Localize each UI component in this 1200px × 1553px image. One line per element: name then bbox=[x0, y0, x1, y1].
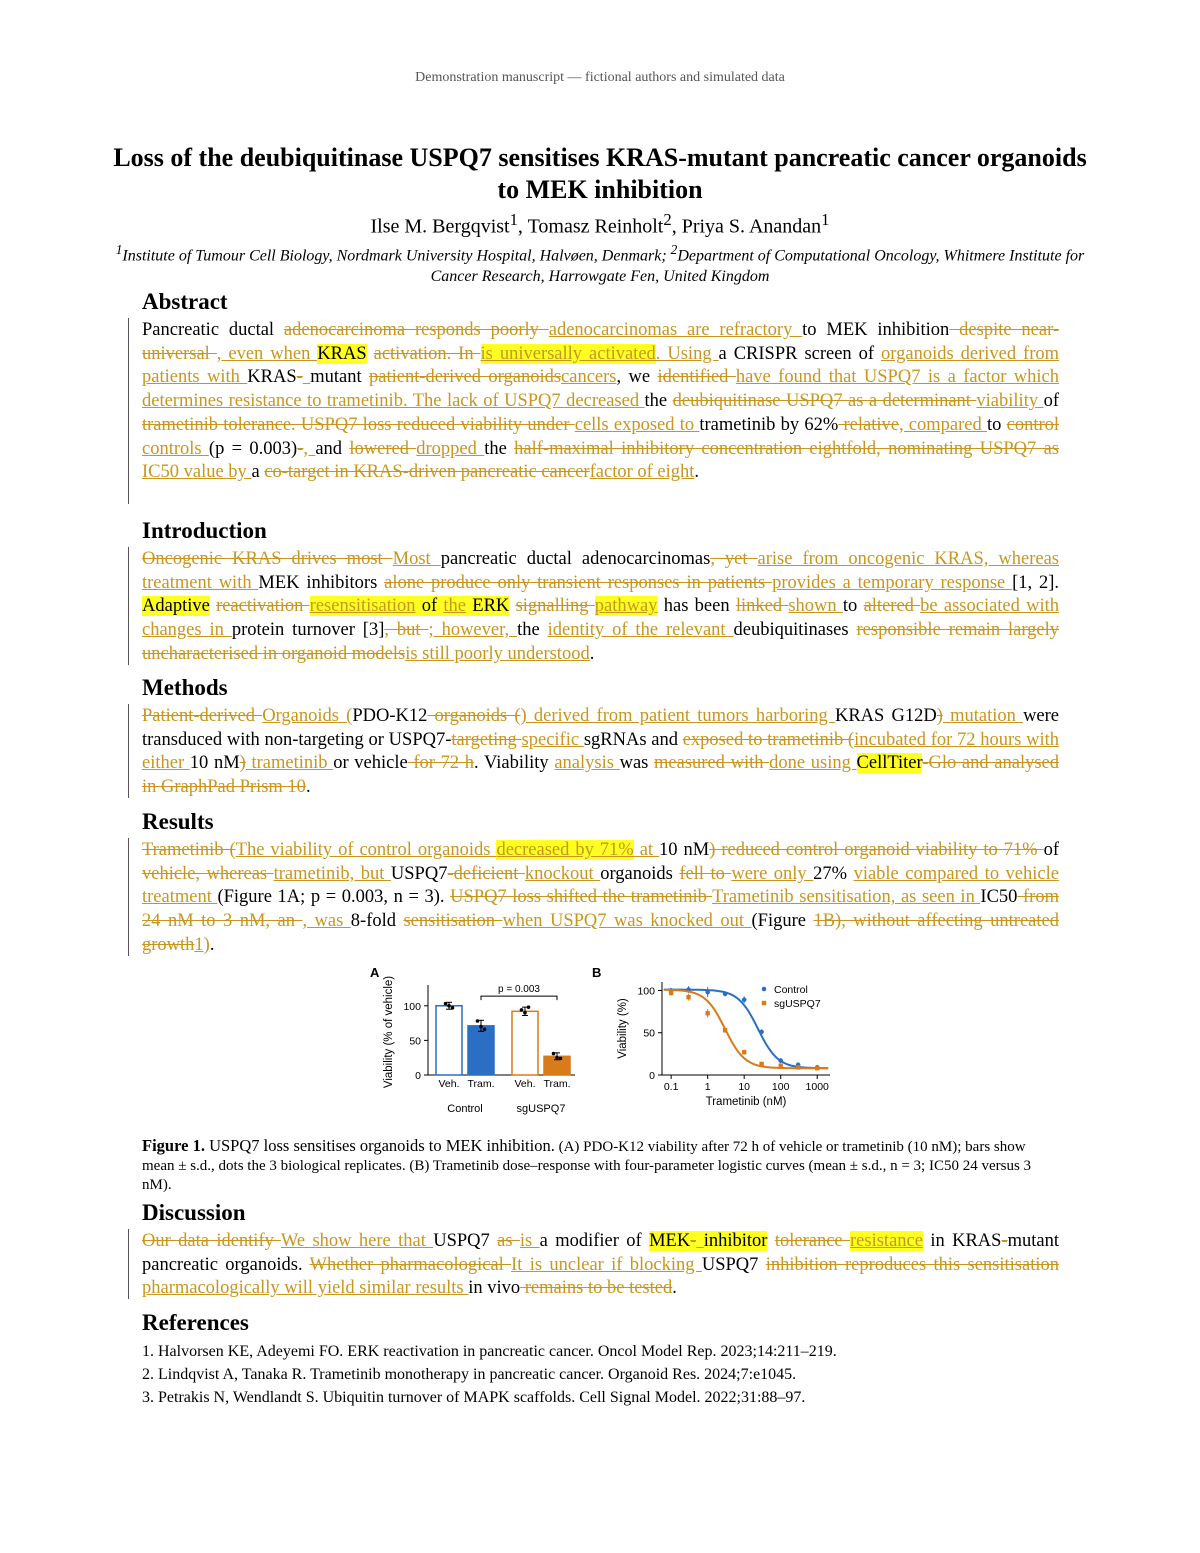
replicate-dot bbox=[451, 1006, 455, 1010]
body-text: . Viability bbox=[474, 753, 555, 774]
deleted-text: deubiquitinase USPQ7 as a determinant bbox=[672, 391, 977, 412]
bar-chart bbox=[383, 976, 575, 1115]
group-label: sgUSPQ7 bbox=[516, 1103, 566, 1115]
body-text: [1, 2]. bbox=[1012, 572, 1059, 593]
bar bbox=[436, 1006, 462, 1075]
author-affil-mark: 2 bbox=[663, 210, 672, 229]
inserted-text: , even when bbox=[216, 343, 318, 364]
body-text: to bbox=[842, 596, 864, 617]
deleted-text: - bbox=[690, 1231, 697, 1251]
deleted-text: - bbox=[297, 438, 304, 459]
panel-b-label: B bbox=[592, 965, 602, 980]
abstract-heading: Abstract bbox=[142, 289, 228, 314]
author-name: Ilse M. Bergqvist bbox=[370, 215, 510, 238]
data-point bbox=[723, 1028, 727, 1032]
group-label: Control bbox=[447, 1103, 483, 1115]
deleted-text: Whether pharmacological bbox=[309, 1254, 512, 1275]
inserted-text: , bbox=[303, 438, 316, 459]
body-text: 10 nM bbox=[659, 840, 710, 860]
change-bar bbox=[128, 1229, 129, 1299]
affiliation-1: Institute of Tumour Cell Biology, Nordmark University Hospital, Halvøen, Denmark; bbox=[122, 247, 671, 265]
legend-marker bbox=[762, 1001, 766, 1005]
replicate-dot bbox=[520, 1008, 524, 1012]
body-text: protein turnover [3] bbox=[231, 620, 385, 641]
inserted-text: identity of the relevant bbox=[547, 620, 734, 641]
inserted-text: It is unclear if blocking bbox=[511, 1254, 702, 1275]
body-text: the bbox=[484, 438, 515, 459]
introduction-heading: Introduction bbox=[142, 518, 267, 543]
body-text: PDO-K12 bbox=[352, 706, 428, 726]
body-text: USPQ7 bbox=[390, 863, 448, 884]
replicate-dot bbox=[479, 1025, 483, 1029]
body-text: and bbox=[315, 438, 350, 459]
deleted-text: ) bbox=[936, 706, 943, 726]
inserted-text: viability bbox=[976, 391, 1044, 412]
results-heading: Results bbox=[142, 809, 214, 834]
figure-1 bbox=[360, 960, 850, 1120]
body-text: or vehicle bbox=[333, 753, 408, 774]
deleted-text: - bbox=[296, 367, 303, 388]
body-text bbox=[367, 344, 374, 364]
deleted-text: ) reduced control organoid viability to 71% bbox=[709, 840, 1044, 860]
author-name: Priya S. Anandan bbox=[681, 215, 822, 238]
inserted-text: pathway bbox=[594, 596, 658, 617]
change-bar bbox=[128, 704, 129, 798]
deleted-text: , yet bbox=[710, 549, 758, 569]
body-text: mutant bbox=[310, 367, 370, 388]
inserted-text: cancers bbox=[561, 367, 617, 388]
data-point bbox=[778, 1064, 782, 1068]
inserted-text: The viability of control organoids bbox=[235, 840, 497, 860]
replicate-dot bbox=[527, 1005, 531, 1009]
reference-item: 3. Petrakis N, Wendlandt S. Ubiquitin turnover of MAPK scaffolds. Cell Signal Model. 2022;31:88–97. bbox=[142, 1389, 806, 1406]
dose-response-chart bbox=[617, 982, 830, 1108]
data-point bbox=[742, 1050, 746, 1054]
inserted-text: analysis bbox=[554, 753, 620, 774]
data-point bbox=[815, 1066, 819, 1070]
data-point bbox=[759, 1030, 764, 1035]
reference-item: 1. Halvorsen KE, Adeyemi FO. ERK reactivation in pancreatic cancer. Oncol Model Rep. 2023;14:211–219. bbox=[142, 1343, 837, 1360]
author-affil-mark: 1 bbox=[509, 210, 518, 229]
abstract-text bbox=[142, 319, 1059, 485]
highlighted-text: Adaptive bbox=[142, 596, 210, 617]
inserted-text: ) derived from patient tumors harboring bbox=[520, 706, 835, 726]
caption-lead: USPQ7 loss sensitises organoids to MEK inhibition. bbox=[204, 1136, 555, 1155]
change-bar bbox=[128, 318, 129, 504]
change-bar bbox=[128, 838, 129, 956]
body-text: (Figure bbox=[751, 911, 814, 932]
deleted-text: inhibition reproduces this sensitisation bbox=[765, 1254, 1059, 1275]
deleted-text: alone produce only transient responses in patients bbox=[384, 572, 773, 593]
deleted-text: organoids ( bbox=[427, 706, 521, 726]
data-point bbox=[742, 997, 747, 1002]
body-text: Pancreatic ductal bbox=[142, 320, 284, 340]
y-tick-label: 0 bbox=[649, 1070, 655, 1082]
inserted-text: specific bbox=[521, 729, 584, 750]
inserted-text: resensitisation bbox=[309, 596, 416, 617]
body-text: organoids bbox=[600, 863, 680, 884]
y-axis-label: Viability (% of vehicle) bbox=[383, 975, 395, 1089]
deleted-text: signalling bbox=[515, 596, 595, 617]
replicate-dot bbox=[444, 1002, 448, 1006]
reference-item: 2. Lindqvist A, Tanaka R. Trametinib monotherapy in pancreatic cancer. Organoid Res. 2024;7:e1045. bbox=[142, 1366, 797, 1383]
deleted-text: half-maximal inhibitory concentration eightfold, nominating USPQ7 as bbox=[514, 438, 1059, 459]
inserted-text: is still poorly understood bbox=[405, 643, 590, 664]
body-text: a bbox=[251, 462, 265, 483]
highlighted-text: CellTiter bbox=[856, 753, 923, 774]
legend-marker bbox=[762, 987, 767, 992]
data-point bbox=[686, 995, 690, 999]
inserted-text: pharmacologically will yield similar results bbox=[142, 1278, 469, 1299]
y-tick-label: 100 bbox=[403, 1000, 421, 1013]
deleted-text: remains to be tested bbox=[520, 1278, 673, 1299]
deleted-text: from 24 nM to 3 nM, an bbox=[142, 887, 1059, 932]
deleted-text: as bbox=[497, 1231, 520, 1251]
deleted-text: responsible remain largely uncharacterised in organoid models bbox=[142, 620, 1060, 664]
deleted-text: , but bbox=[384, 620, 429, 641]
body-text: USPQ7 bbox=[433, 1231, 498, 1251]
deleted-text: exposed to trametinib ( bbox=[682, 729, 855, 750]
methods-text bbox=[142, 705, 1059, 800]
body-text: the bbox=[644, 391, 673, 412]
running-header: Demonstration manuscript — fictional authors and simulated data bbox=[415, 70, 785, 85]
author-list: Ilse M. Bergqvist$^1$, Tomasz Reinholt$^2$, Priya S. Anandan$^1$ bbox=[370, 210, 830, 238]
y-tick-label: 50 bbox=[643, 1027, 655, 1040]
inserted-text: 1) bbox=[194, 934, 210, 955]
inserted-text: We show here that bbox=[280, 1231, 434, 1251]
x-tick-label: 10 bbox=[738, 1081, 751, 1093]
legend-label: Control bbox=[774, 984, 808, 996]
deleted-text: USPQ7 loss shifted the trametinib bbox=[450, 887, 713, 908]
inserted-text: IC50 value by bbox=[142, 462, 252, 483]
body-text bbox=[767, 1231, 774, 1251]
deleted-text: despite near-universal bbox=[142, 320, 1060, 364]
body-text: deubiquitinases bbox=[733, 620, 857, 641]
deleted-text: Patient-derived bbox=[142, 706, 263, 726]
inserted-text: Most bbox=[392, 549, 441, 569]
body-text: in vivo bbox=[468, 1278, 521, 1299]
highlighted-text: MEK bbox=[649, 1231, 691, 1251]
deleted-text: Our data identify bbox=[142, 1231, 281, 1251]
replicate-dot bbox=[483, 1028, 487, 1032]
deleted-text: control bbox=[1006, 414, 1060, 435]
body-text: has been bbox=[657, 596, 736, 617]
highlighted-text: ERK bbox=[466, 596, 510, 617]
body-text: 27% bbox=[813, 863, 854, 884]
body-text: 8-fold bbox=[350, 911, 404, 932]
affil-mark: 2 bbox=[670, 242, 678, 257]
deleted-text: vehicle, whereas bbox=[142, 863, 274, 884]
replicate-dot bbox=[476, 1019, 480, 1023]
author-affil-mark: 1 bbox=[821, 210, 830, 229]
deleted-text: co-target in KRAS-driven pancreatic cancer bbox=[264, 462, 590, 483]
inserted-text bbox=[696, 1231, 703, 1251]
y-tick-label: 100 bbox=[637, 985, 655, 998]
deleted-text: lowered bbox=[349, 438, 417, 459]
methods-heading: Methods bbox=[142, 675, 228, 700]
inserted-text: factor of eight bbox=[589, 462, 695, 483]
caption-body: (A) PDO-K12 viability after 72 h of vehicle or trametinib (10 nM); bars show mean ± s.d., dots the 3 biological replicates. (B) Trametinib dose–response with four-parameter logistic curves (mean ± s.d., n = 3; IC50 24 versus 3 nM). bbox=[142, 1139, 1032, 1193]
deleted-text: relative bbox=[838, 414, 899, 435]
replicate-dot bbox=[559, 1057, 563, 1061]
body-text: sgRNAs and bbox=[583, 729, 683, 750]
body-text: of bbox=[1043, 391, 1059, 412]
discussion-text bbox=[142, 1230, 1059, 1301]
bar-label: Tram. bbox=[467, 1078, 495, 1090]
replicate-dot bbox=[523, 1011, 527, 1015]
body-text: KRAS G12D bbox=[834, 706, 937, 726]
data-point bbox=[705, 1011, 709, 1015]
body-text: IC50 bbox=[980, 887, 1018, 908]
bar-label: Veh. bbox=[438, 1078, 460, 1090]
x-tick-label: 1000 bbox=[805, 1081, 829, 1093]
inserted-text: organoids derived from patients with bbox=[142, 343, 1060, 388]
data-point bbox=[669, 991, 673, 995]
bar-label: Tram. bbox=[543, 1078, 571, 1090]
inserted-text: at bbox=[633, 840, 660, 860]
change-bar bbox=[128, 547, 129, 665]
inserted-text: is bbox=[519, 1231, 540, 1251]
y-tick-label: 50 bbox=[409, 1035, 421, 1048]
body-text: to bbox=[986, 414, 1007, 435]
x-tick-label: 1 bbox=[704, 1081, 711, 1093]
inserted-text: the bbox=[443, 596, 467, 617]
deleted-text: identified bbox=[657, 367, 736, 388]
body-text: of bbox=[1043, 840, 1059, 860]
body-text: , we bbox=[616, 367, 658, 388]
body-text: (Figure 1A; p = 0.003, n = 3). bbox=[217, 887, 451, 908]
body-text: in KRAS bbox=[922, 1231, 1002, 1251]
inserted-text: ; however, bbox=[428, 620, 518, 641]
body-text: . bbox=[589, 643, 595, 664]
bar bbox=[468, 1026, 494, 1075]
body-text: a modifier of bbox=[539, 1231, 650, 1251]
inserted-text: . Using bbox=[655, 343, 719, 364]
deleted-text: Trametinib ( bbox=[142, 840, 236, 860]
body-text: were transduced with non-targeting or USPQ7- bbox=[142, 706, 1060, 750]
significance-bracket bbox=[481, 996, 557, 1000]
inserted-text: be associated with changes in bbox=[142, 596, 1060, 641]
inserted-text: is universally activated bbox=[480, 343, 656, 364]
deleted-text: -deficient bbox=[447, 863, 525, 884]
body-text: the bbox=[517, 620, 548, 641]
inserted-text: done using bbox=[769, 753, 857, 774]
deleted-text: targeting bbox=[451, 729, 522, 750]
affiliation-2: Department of Computational Oncology, Whitmere Institute for Cancer Research, Harrowgate Fen, United Kingdom bbox=[430, 247, 1085, 286]
deleted-text: patient-derived organoids bbox=[369, 367, 562, 388]
inserted-text: , compared bbox=[898, 414, 987, 435]
replicate-dot bbox=[447, 1004, 451, 1008]
inserted-text: shown bbox=[788, 596, 843, 617]
highlighted-text: KRAS bbox=[317, 343, 367, 364]
inserted-text: arise from oncogenic KRAS, whereas treatment with bbox=[142, 549, 1059, 593]
inserted-text: controls bbox=[142, 438, 209, 459]
inserted-text: incubated for 72 hours with either bbox=[142, 729, 1059, 774]
deleted-text: 1B), without affecting untreated growth bbox=[142, 911, 1059, 955]
data-point bbox=[778, 1058, 783, 1063]
inserted-text: , was bbox=[302, 911, 351, 932]
body-text: was bbox=[619, 753, 655, 774]
inserted-text: when USPQ7 was knocked out bbox=[502, 911, 752, 932]
data-point bbox=[796, 1065, 800, 1069]
inserted-text: resistance bbox=[850, 1231, 923, 1251]
body-text: trametinib by 62% bbox=[699, 414, 839, 435]
y-tick-label: 0 bbox=[415, 1070, 421, 1082]
highlighted-text: inhibitor bbox=[703, 1231, 768, 1251]
body-text: MEK inhibitors bbox=[258, 572, 385, 593]
deleted-text: reactivation bbox=[216, 596, 310, 617]
p-value-annotation: p = 0.003 bbox=[498, 984, 540, 996]
references-heading: References bbox=[142, 1310, 249, 1335]
body-text: KRAS bbox=[247, 367, 297, 388]
body-text: . bbox=[209, 934, 215, 955]
inserted-text: trametinib bbox=[245, 753, 334, 774]
deleted-text: -Glo and analysed in GraphPad Prism 10 bbox=[142, 753, 1059, 798]
body-text: a CRISPR screen of bbox=[718, 343, 882, 364]
deleted-text: tolerance bbox=[774, 1231, 851, 1251]
inserted-text: knockout bbox=[524, 863, 601, 884]
inserted-text: trametinib, but bbox=[273, 863, 391, 884]
deleted-text: altered bbox=[863, 596, 921, 617]
body-text: USPQ7 bbox=[701, 1254, 766, 1275]
inserted-text: viable compared to vehicle treatment bbox=[142, 863, 1059, 908]
data-point bbox=[723, 992, 728, 997]
deleted-text: measured with bbox=[654, 753, 770, 774]
x-axis-label: Trametinib (nM) bbox=[705, 1096, 787, 1108]
body-text: . bbox=[305, 777, 311, 798]
deleted-text: linked bbox=[735, 596, 789, 617]
deleted-text: ) bbox=[239, 753, 246, 774]
results-text bbox=[142, 839, 1059, 958]
inserted-text: Organoids ( bbox=[262, 706, 353, 726]
body-text: (p = 0.003) bbox=[208, 438, 298, 459]
legend-label: sgUSPQ7 bbox=[774, 998, 821, 1010]
inserted-text: decreased by 71% bbox=[496, 840, 634, 860]
data-point bbox=[759, 1062, 763, 1066]
inserted-text: were only bbox=[731, 863, 814, 884]
inserted-text: mutation bbox=[942, 706, 1024, 726]
highlighted-text: of bbox=[415, 596, 444, 617]
inserted-text: cells exposed to bbox=[574, 414, 700, 435]
body-text: 10 nM bbox=[189, 753, 240, 774]
inserted-text: dropped bbox=[416, 438, 485, 459]
author-name: Tomasz Reinholt bbox=[527, 215, 664, 238]
replicate-dot bbox=[555, 1056, 559, 1060]
introduction-text bbox=[142, 548, 1059, 667]
deleted-text: adenocarcinoma responds poorly bbox=[283, 320, 549, 340]
inserted-text: adenocarcinomas are refractory bbox=[548, 320, 803, 340]
deleted-text: - bbox=[1001, 1231, 1008, 1251]
body-text: . bbox=[694, 462, 700, 483]
deleted-text: sensitisation bbox=[403, 911, 503, 932]
body-text: pancreatic ductal adenocarcinomas bbox=[440, 549, 711, 569]
body-text: mutant pancreatic organoids. bbox=[142, 1231, 1059, 1275]
body-text: to MEK inhibition bbox=[802, 320, 950, 340]
body-text: . bbox=[672, 1278, 677, 1299]
caption-label: Figure 1. bbox=[142, 1136, 205, 1155]
x-tick-label: 0.1 bbox=[663, 1081, 679, 1093]
paper-title: Loss of the deubiquitinase USPQ7 sensitises KRAS-mutant pancreatic cancer organoids to MEK inhibition bbox=[113, 143, 1087, 204]
replicate-dot bbox=[552, 1052, 556, 1056]
discussion-heading: Discussion bbox=[142, 1200, 246, 1225]
reference-list bbox=[142, 1340, 837, 1409]
inserted-text: Trametinib sensitisation, as seen in bbox=[712, 887, 981, 908]
deleted-text: Oncogenic KRAS drives most bbox=[142, 549, 393, 569]
affiliations bbox=[100, 239, 1100, 287]
deleted-text: fell to bbox=[679, 863, 732, 884]
affil-mark: 1 bbox=[115, 242, 123, 257]
deleted-text: for 72 h bbox=[407, 753, 475, 774]
inserted-text: have found that USPQ7 is a factor which determines resistance to trametinib. The lack of USPQ7 decreased bbox=[142, 367, 1059, 412]
panel-a-label: A bbox=[370, 965, 380, 980]
data-point bbox=[705, 990, 710, 995]
bar-label: Veh. bbox=[514, 1078, 536, 1090]
bar bbox=[512, 1011, 538, 1075]
deleted-text: activation. In bbox=[373, 343, 481, 364]
figure-caption bbox=[142, 1136, 1059, 1195]
inserted-text: provides a temporary response bbox=[772, 572, 1013, 593]
deleted-text: trametinib tolerance. USPQ7 loss reduced viability under bbox=[142, 414, 575, 435]
x-tick-label: 100 bbox=[771, 1081, 790, 1093]
y-axis-label: Viability (%) bbox=[617, 998, 629, 1059]
